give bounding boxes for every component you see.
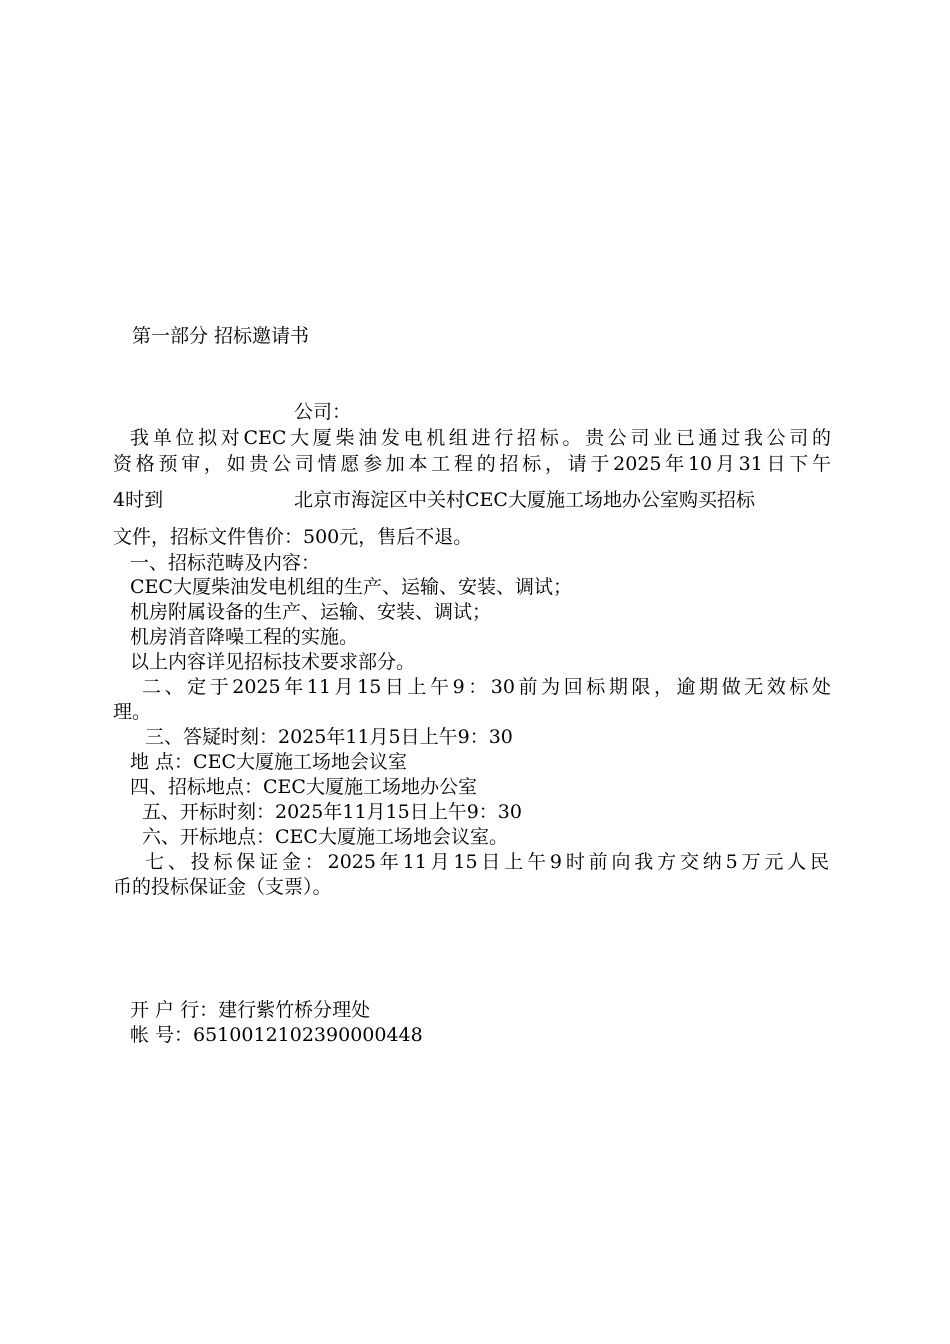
- section-line: 币的投标保证金（支票）。: [113, 876, 332, 898]
- paragraph-line: 我单位拟对CEC大厦柴油发电机组进行招标。贵公司业已通过我公司的: [130, 427, 831, 449]
- list-item: CEC大厦柴油发电机组的生产、运输、安装、调试；: [130, 576, 572, 598]
- page-heading: 第一部分 招标邀请书: [132, 325, 310, 347]
- section-line: 七、投标保证金：2025年11月15日上午9时前向我方交纳5万元人民: [145, 851, 829, 873]
- paragraph-line: 文件，招标文件售价：500元，售后不退。: [113, 526, 473, 548]
- section-line: 三、答疑时刻：2025年11月5日上午9：30: [145, 726, 513, 748]
- section-note: 以上内容详见招标技术要求部分。: [130, 651, 416, 673]
- section-line: 理。: [113, 701, 152, 723]
- paragraph-line: 北京市海淀区中关村CEC大厦施工场地办公室购买招标: [294, 489, 755, 511]
- paragraph-line: 4时到: [113, 489, 164, 511]
- bank-name: 开 户 行：建行紫竹桥分理处: [130, 999, 371, 1021]
- section-line: 六、开标地点：CEC大厦施工场地会议室。: [142, 826, 508, 848]
- list-item: 机房消音降噪工程的实施。: [130, 626, 359, 648]
- section-line: 四、招标地点：CEC大厦施工场地办公室: [130, 776, 477, 798]
- list-item: 机房附属设备的生产、运输、安装、调试；: [130, 601, 492, 623]
- section-line: 五、开标时刻：2025年11月15日上午9：30: [142, 801, 522, 823]
- section-line: 二、定于2025年11月15日上午9：30前为回标期限，逾期做无效标处: [142, 676, 831, 698]
- bank-account: 帐 号：6510012102390000448: [130, 1024, 423, 1046]
- section-line: 地 点：CEC大厦施工场地会议室: [130, 751, 407, 773]
- salutation: 公司：: [294, 401, 352, 423]
- paragraph-line: 资格预审，如贵公司情愿参加本工程的招标，请于2025年10月31日下午: [113, 453, 831, 475]
- section-title: 一、招标范畴及内容：: [130, 552, 321, 574]
